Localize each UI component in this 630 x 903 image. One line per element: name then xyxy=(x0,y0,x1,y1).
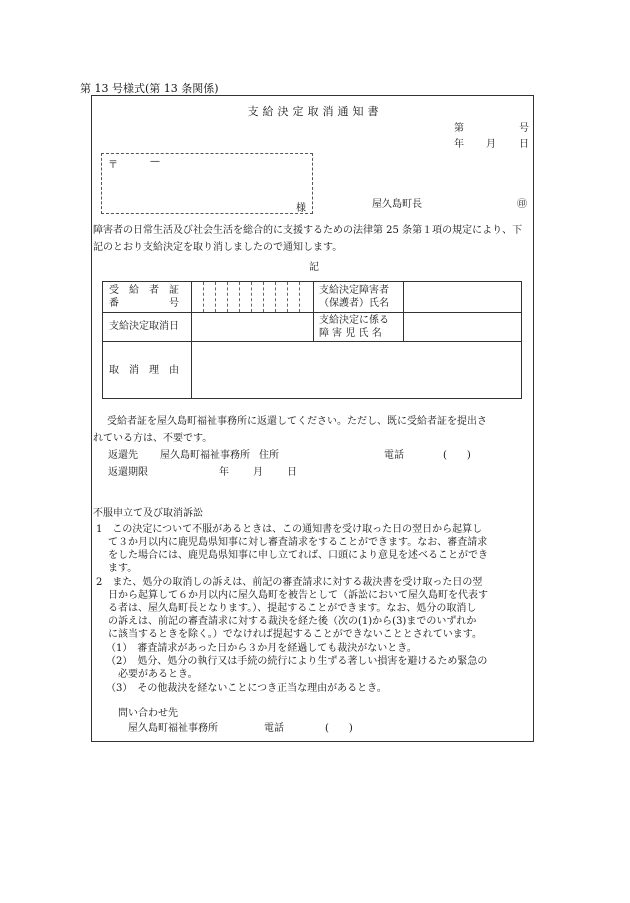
appeal-line: ます。 xyxy=(108,563,138,574)
appeal-line: 1 この決定について不服があるときは、この通知書を受け取った日の翌日から起算し xyxy=(96,524,483,535)
address-box xyxy=(101,153,313,214)
contact-office: 屋久島町福祉事務所 xyxy=(128,723,218,734)
child-label-1: 支給決定に係る xyxy=(319,315,389,326)
ki-label: 記 xyxy=(309,262,319,273)
appeal-line: 必要があるとき。 xyxy=(118,669,198,680)
cancel-date-label: 支給決定取消日 xyxy=(109,321,179,332)
seal-mark: ㊞ xyxy=(517,199,527,210)
date-year: 年 xyxy=(454,139,464,150)
return-note-line-2: れている方は、不要です。 xyxy=(93,433,213,444)
return-phone-paren: ( ) xyxy=(443,450,471,461)
deadline-month: 月 xyxy=(253,467,263,478)
notice-body: 障害者の日常生活及び社会生活を総合的に支援するための法律第 25 条第１項の規定により、下記のとおり支給決定を取り消しましたので通知します。 xyxy=(93,225,523,253)
appeal-line: の訴えは、前記の審査請求に対する裁決を経た後（次の(1)から(3)までのいずれか xyxy=(108,616,477,627)
appeal-line: 日から起算して６か月以内に屋久島町を被告として（訴訟において屋久島町を代表す xyxy=(108,590,488,601)
issuer-name: 屋久島町長 xyxy=(372,199,422,210)
return-office: 屋久島町福祉事務所 xyxy=(160,450,250,461)
deadline-day: 日 xyxy=(287,467,297,478)
recipient-label-1: 支給決定障害者 xyxy=(319,285,389,296)
contact-phone-paren: ( ) xyxy=(325,723,353,734)
recipient-label-2: （保護者）氏名 xyxy=(319,298,389,309)
appeal-line: をした場合には、鹿児島県知事に申し立てれば、口頭により意見を述べることができ xyxy=(108,550,488,561)
appeal-heading: 不服申立て及び取消訴訟 xyxy=(93,508,203,519)
form-number-label: 第 13 号様式(第 13 条関係) xyxy=(80,82,219,95)
contact-phone-label: 電話 xyxy=(264,723,284,734)
appeal-line: て３か月以内に鹿児島県知事に対し審査請求をすることができます。なお、審査請求 xyxy=(108,537,488,548)
date-month: 月 xyxy=(486,139,496,150)
return-note-line-1: 受給者証を屋久島町福祉事務所に返還してください。ただし、既に受給者証を提出さ xyxy=(107,416,487,427)
return-phone-label: 電話 xyxy=(384,450,404,461)
info-table xyxy=(102,281,522,399)
child-label-2: 障 害 児 氏 名 xyxy=(319,328,382,339)
contact-heading: 問い合わせ先 xyxy=(118,708,178,719)
postal-mark: 〒 xyxy=(108,160,118,171)
appeal-line: 2 また、処分の取消しの訴えは、前記の審査請求に対する裁決書を受け取った日の翌 xyxy=(96,577,483,588)
return-address-label: 住所 xyxy=(259,450,279,461)
date-day: 日 xyxy=(519,139,529,150)
return-dest-label: 返還先 xyxy=(108,450,138,461)
number-label: 第 xyxy=(454,123,464,134)
reason-label: 取 消 理 由 xyxy=(109,365,179,376)
honorific-sama: 様 xyxy=(296,203,306,214)
appeal-line: る者は、屋久島町長となります。）、提起することができます。なお、処分の取消し xyxy=(108,603,477,614)
appeal-line: に該当するときを除く。）でなければ提起することができないこととされています。 xyxy=(108,629,482,640)
deadline-year: 年 xyxy=(219,467,229,478)
cert-number-label-2: 番 号 xyxy=(109,298,179,309)
cert-number-label-1: 受 給 者 証 xyxy=(109,285,179,296)
appeal-line: （2） 処分、処分の執行又は手続の続行により生ずる著しい損害を避けるため緊急の xyxy=(106,656,488,667)
deadline-label: 返還期限 xyxy=(108,467,148,478)
appeal-line: （3） その他裁決を経ないことにつき正当な理由があるとき。 xyxy=(106,683,387,694)
appeal-line: （1） 審査請求があった日から３か月を経過しても裁決がないとき。 xyxy=(106,643,417,654)
postal-dash: — xyxy=(150,156,160,167)
number-suffix: 号 xyxy=(519,123,529,134)
document-title: 支給決定取消通知書 xyxy=(247,105,383,118)
